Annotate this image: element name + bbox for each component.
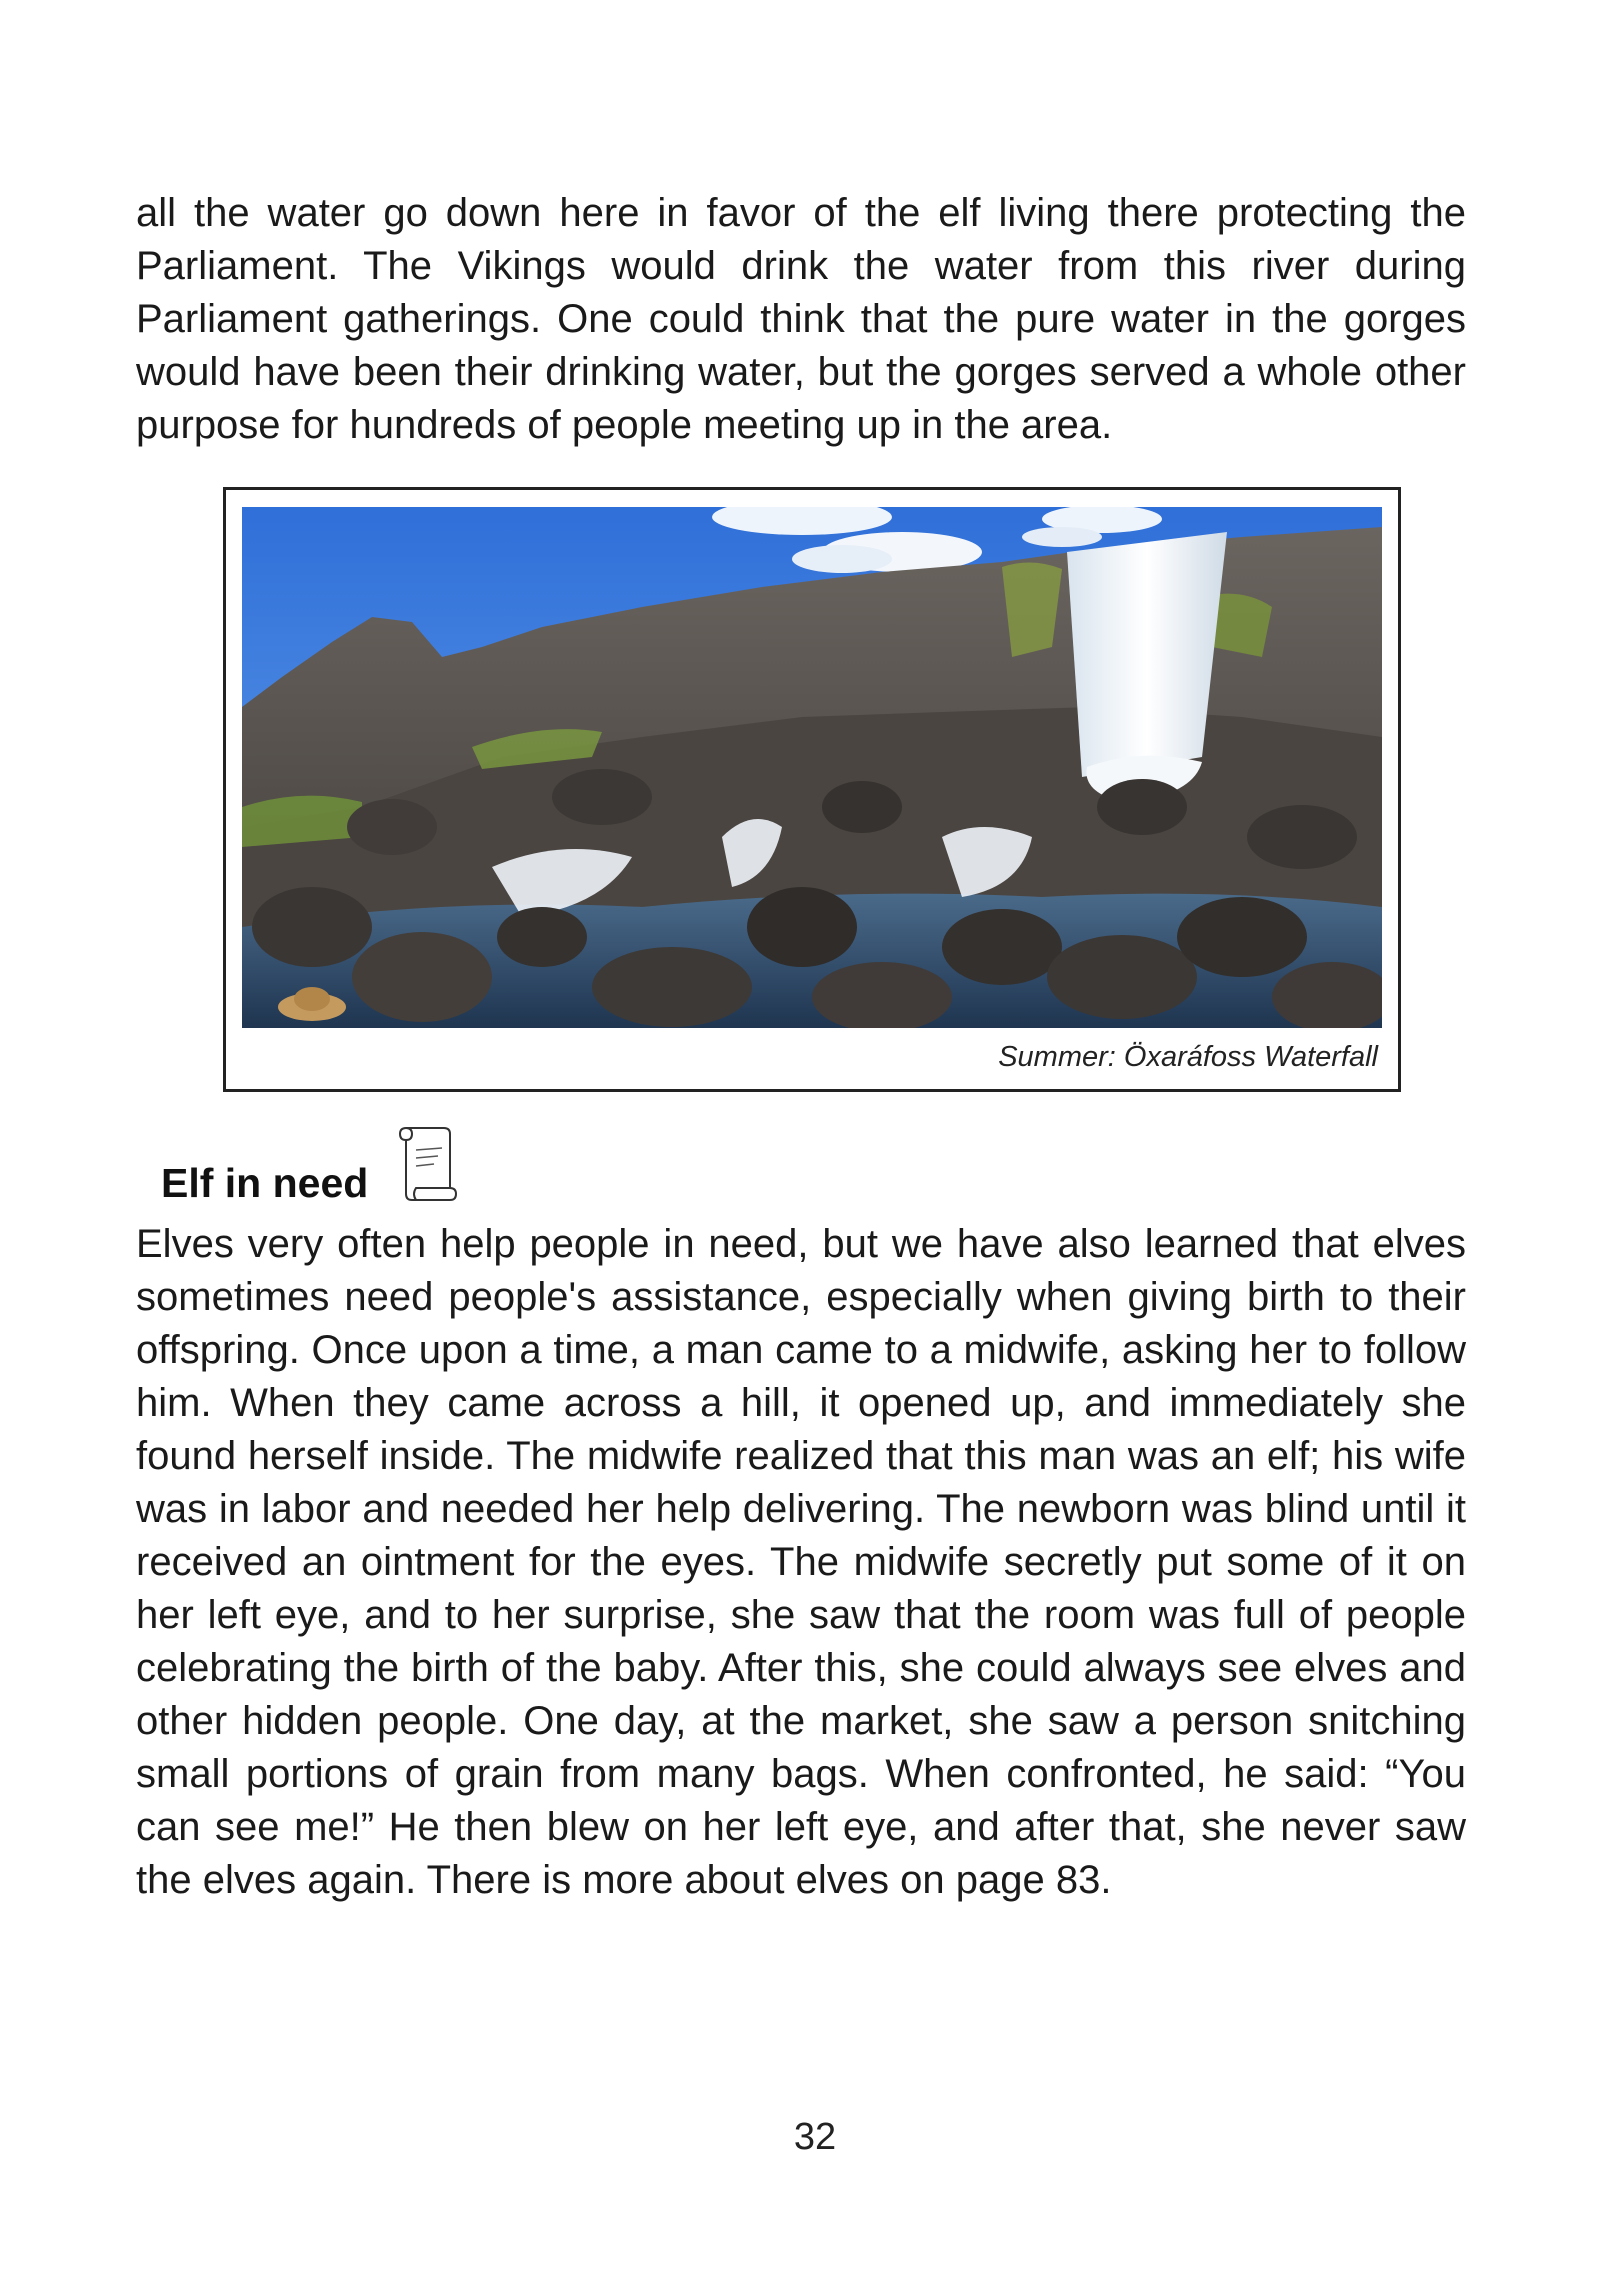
story-paragraph: Elves very often help people in need, but we have also learned that elves sometimes need people's assistance, especially when giving birth to their offspring. Once upon a time, a man came to a midwife, asking her to follow him. When they came across a hill, it opened up, and immediately she found herself inside. The midwife realized that this man was an elf; his wife was in labor and needed her help delivering. The newborn was blind until it received an ointment for the eyes. The midwife secretly put some of it on her left eye, and to her surprise, she saw that the room was full of people celebrating the birth of the baby. After this, she could always see elves and other hidden people. One day, at the market, she saw a person snitching small portions of grain from many bags. When confronted, he said: “You can see me!” He then blew on her left eye, and after that, she never saw the elves again. There is more about elves on page 83.	[136, 1222, 1466, 1902]
photo-figure	[223, 487, 1401, 1092]
photo-caption: Summer: Öxaráfoss Waterfall	[998, 1041, 1378, 1073]
waterfall-photo	[242, 507, 1382, 1028]
section-heading: Elf in need	[161, 1160, 369, 1206]
page-number: 32	[793, 2116, 837, 2158]
intro-paragraph: all the water go down here in favor of the elf living there protecting the Parliament. The Vikings would drink the water from this river during Parliament gatherings. One could think that the pure water in the gorges would have been their drinking water, but the gorges served a whole other purpose for hundreds of people meeting up in the area.	[136, 191, 1466, 447]
scroll-icon	[392, 1120, 462, 1206]
